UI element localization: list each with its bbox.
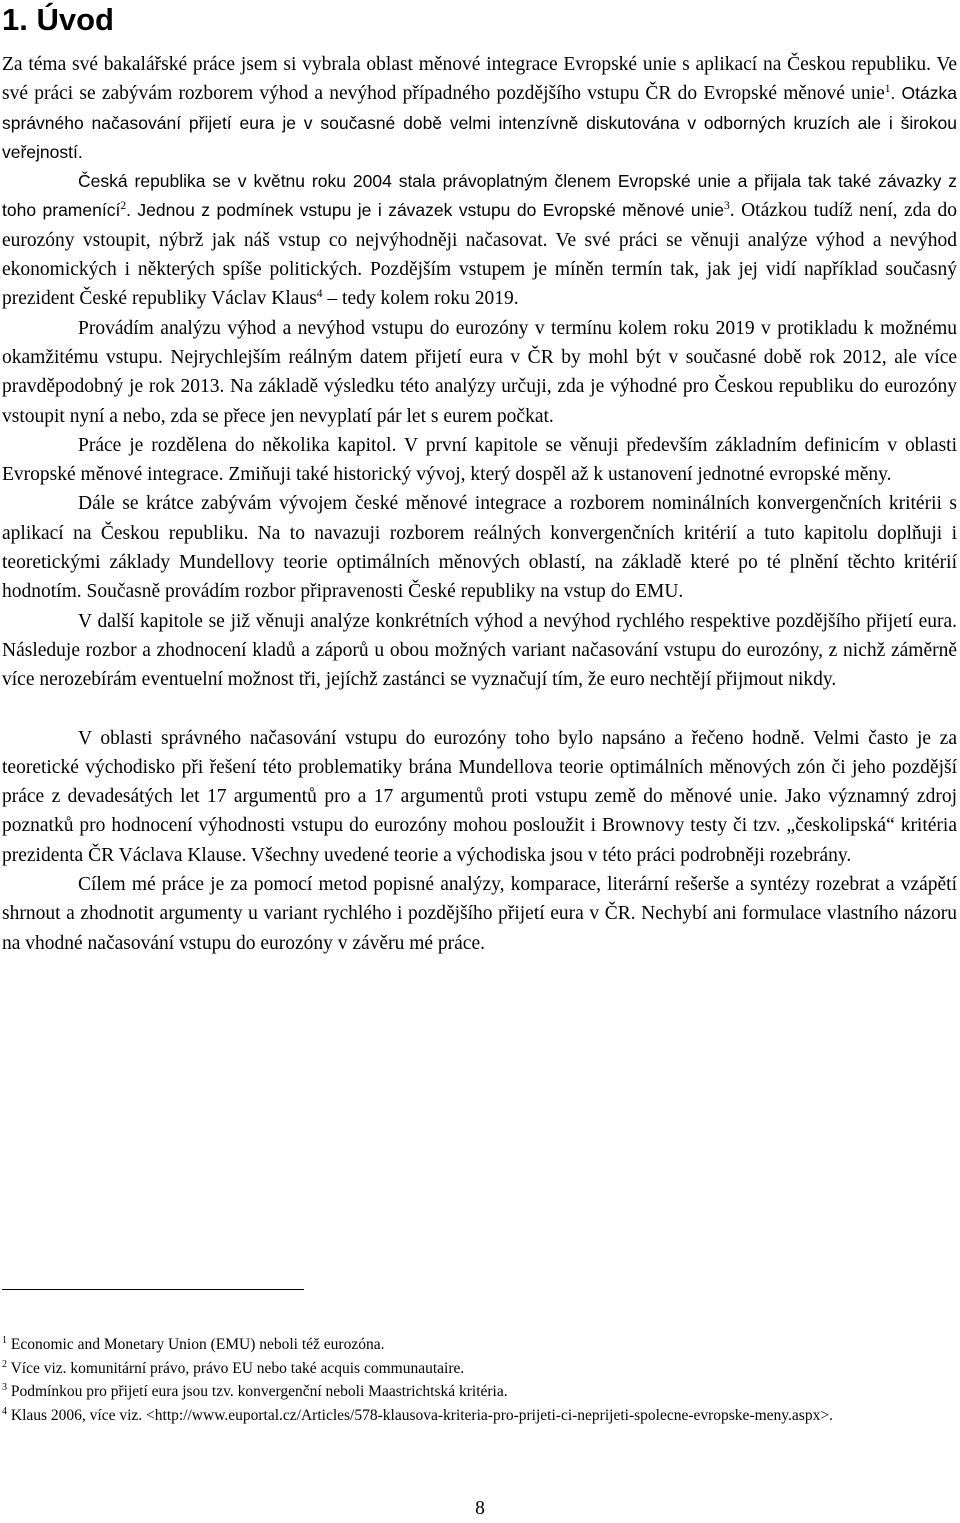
footnote-separator xyxy=(2,1289,304,1290)
paragraph-8: Cílem mé práce je za pomocí metod popisné analýzy, komparace, literární rešerše a syntézy rozebrat a vzápětí shrnout a zhodnotit argumenty u variant rychlého i pozdějšího přijetí eura v ČR. Nechybí ani formulace vlastního názoru na vhodné načasování vstupu do eurozóny v závěru mé práce. xyxy=(2,874,957,954)
paragraph-2-text-a: Česká republika se v květnu roku 2004 stala právoplatným členem Evropské unie a přijala tak také závazky z toho pramenící xyxy=(2,171,957,221)
paragraph-2-text-b: . Jednou z podmínek vstupu je i závazek vstupu do Evropské měnové unie xyxy=(126,200,724,221)
paragraph-1-text-a: Za téma své bakalářské práce jsem si vybrala oblast měnové integrace Evropské unie s aplikací na Českou republiku. Ve své práci se zabývám rozborem výhod a nevýhod případného pozdějšího vstupu ČR do Evropské měnové unie xyxy=(2,54,957,105)
footnote-2 xyxy=(2,1357,957,1381)
footnote-ref-3: 3 xyxy=(723,200,730,213)
footnote-text: Klaus 2006, více viz. <http://www.euportal.cz/Articles/578-klausova-kriteria-pro-prijeti-ci-neprijeti-spolecne-evropske-meny.aspx>. xyxy=(7,1406,833,1424)
paragraph-1-text-b: . Otázka správného načasování přijetí eura je v současné době velmi intenzívně diskutována v odborných kruzích ale i širokou veřejností. xyxy=(2,83,957,162)
footnote-text: Více viz. komunitární právo, právo EU nebo také acquis communautaire. xyxy=(7,1359,465,1377)
footnote-ref-1: 1 xyxy=(884,83,891,96)
footnote-number: 3 xyxy=(2,1382,7,1394)
paragraph-2-text-c: . Otázkou tudíž není, zda do eurozóny vstoupit, nýbrž jak náš vstup co nejvýhodněji načasovat. Ve své práci se věnuji analýze výhod a nevýhod ekonomických i některých spíše politických. Pozdějším vstupem je míněn termín tak, jak jej vidí například současný prezident České republiky Václav Klaus xyxy=(2,200,957,310)
footnote-number: 4 xyxy=(2,1405,7,1417)
paragraph-3: Provádím analýzu výhod a nevýhod vstupu do eurozóny v termínu kolem roku 2019 v protikladu k možnému okamžitému vstupu. Nejrychlejším reálným datem přijetí eura v ČR by mohl být v současné době rok 2012, ale více pravděpodobný je rok 2013. Na základě výsledku této analýzy určuji, zda je výhodné pro Českou republiku do eurozóny vstoupit nyní a nebo, zda se přece jen nevyplatí pár let s eurem počkat. xyxy=(2,317,957,427)
footnote-text: Economic and Monetary Union (EMU) neboli též eurozóna. xyxy=(7,1336,385,1353)
footnote-3 xyxy=(2,1380,957,1404)
footnotes xyxy=(2,1333,957,1427)
paragraph-2 xyxy=(2,167,957,313)
paragraph-2-text-d: – tedy kolem roku 2019. xyxy=(322,288,519,310)
paragraph-1 xyxy=(2,50,957,167)
paragraph-6: V další kapitole se již věnuji analýze konkrétních výhod a nevýhod rychlého respektive pozdějšího přijetí eura. Následuje rozbor a zhodnocení kladů a záporů u obou možných variant načasování vstupu do eurozóny, z nichž záměrně více nerozebírám eventuelní možnost tři, jejíchž zastánci se vyznačují tím, že euro nechtějí přijmout nikdy. xyxy=(2,610,957,691)
paragraph-4: Práce je rozdělena do několika kapitol. V první kapitole se věnuji především základním definicím v oblasti Evropské měnové integrace. Zmiňuji také historický vývoj, který dospěl až k ustanovení jednotné evropské měny. xyxy=(2,434,957,486)
footnote-number: 2 xyxy=(2,1358,7,1370)
footnote-ref-4: 4 xyxy=(316,288,323,301)
page-number: 8 xyxy=(475,1498,485,1519)
footnote-ref-2: 2 xyxy=(120,200,127,213)
paragraph-7: V oblasti správného načasování vstupu do eurozóny toho bylo napsáno a řečeno hodně. Velmi často je za teoretické východisko při řešení této problematiky brána Mundellova teorie optimálních měnových zón či jeho pozdější práce z devadesátých let 17 argumentů pro a 17 argumentů proti vstupu země do měnové unie. Jako významný zdroj poznatků pro hodnocení výhodnosti vstupu do eurozóny mohou posloužit i Brownovy testy či tzv. „českolipská“ kritéria prezidenta ČR Václava Klause. Všechny uvedené teorie a východiska jsou v této práci podrobněji rozebrány. xyxy=(2,727,957,866)
footnote-1 xyxy=(2,1333,957,1357)
footnote-text: Podmínkou pro přijetí eura jsou tzv. konvergenční neboli Maastrichtská kritéria. xyxy=(7,1383,508,1401)
paragraph-5: Dále se krátce zabývám vývojem české měnové integrace a rozborem nominálních konvergenčních kritérii s aplikací na Českou republiku. Na to navazuji rozborem reálných konvergenčních kritérií a tuto kapitolu doplňuji i teoretickými základy Mundellovy teorie optimálních měnových oblastí, na základě které po té plnění těchto kritérií hodnotím. Současně provádím rozbor připravenosti České republiky na vstup do EMU. xyxy=(2,493,957,603)
footnote-number: 1 xyxy=(2,1335,7,1346)
chapter-heading: 1. Úvod xyxy=(2,2,114,37)
body-text xyxy=(2,50,957,958)
footnote-4 xyxy=(2,1404,957,1428)
